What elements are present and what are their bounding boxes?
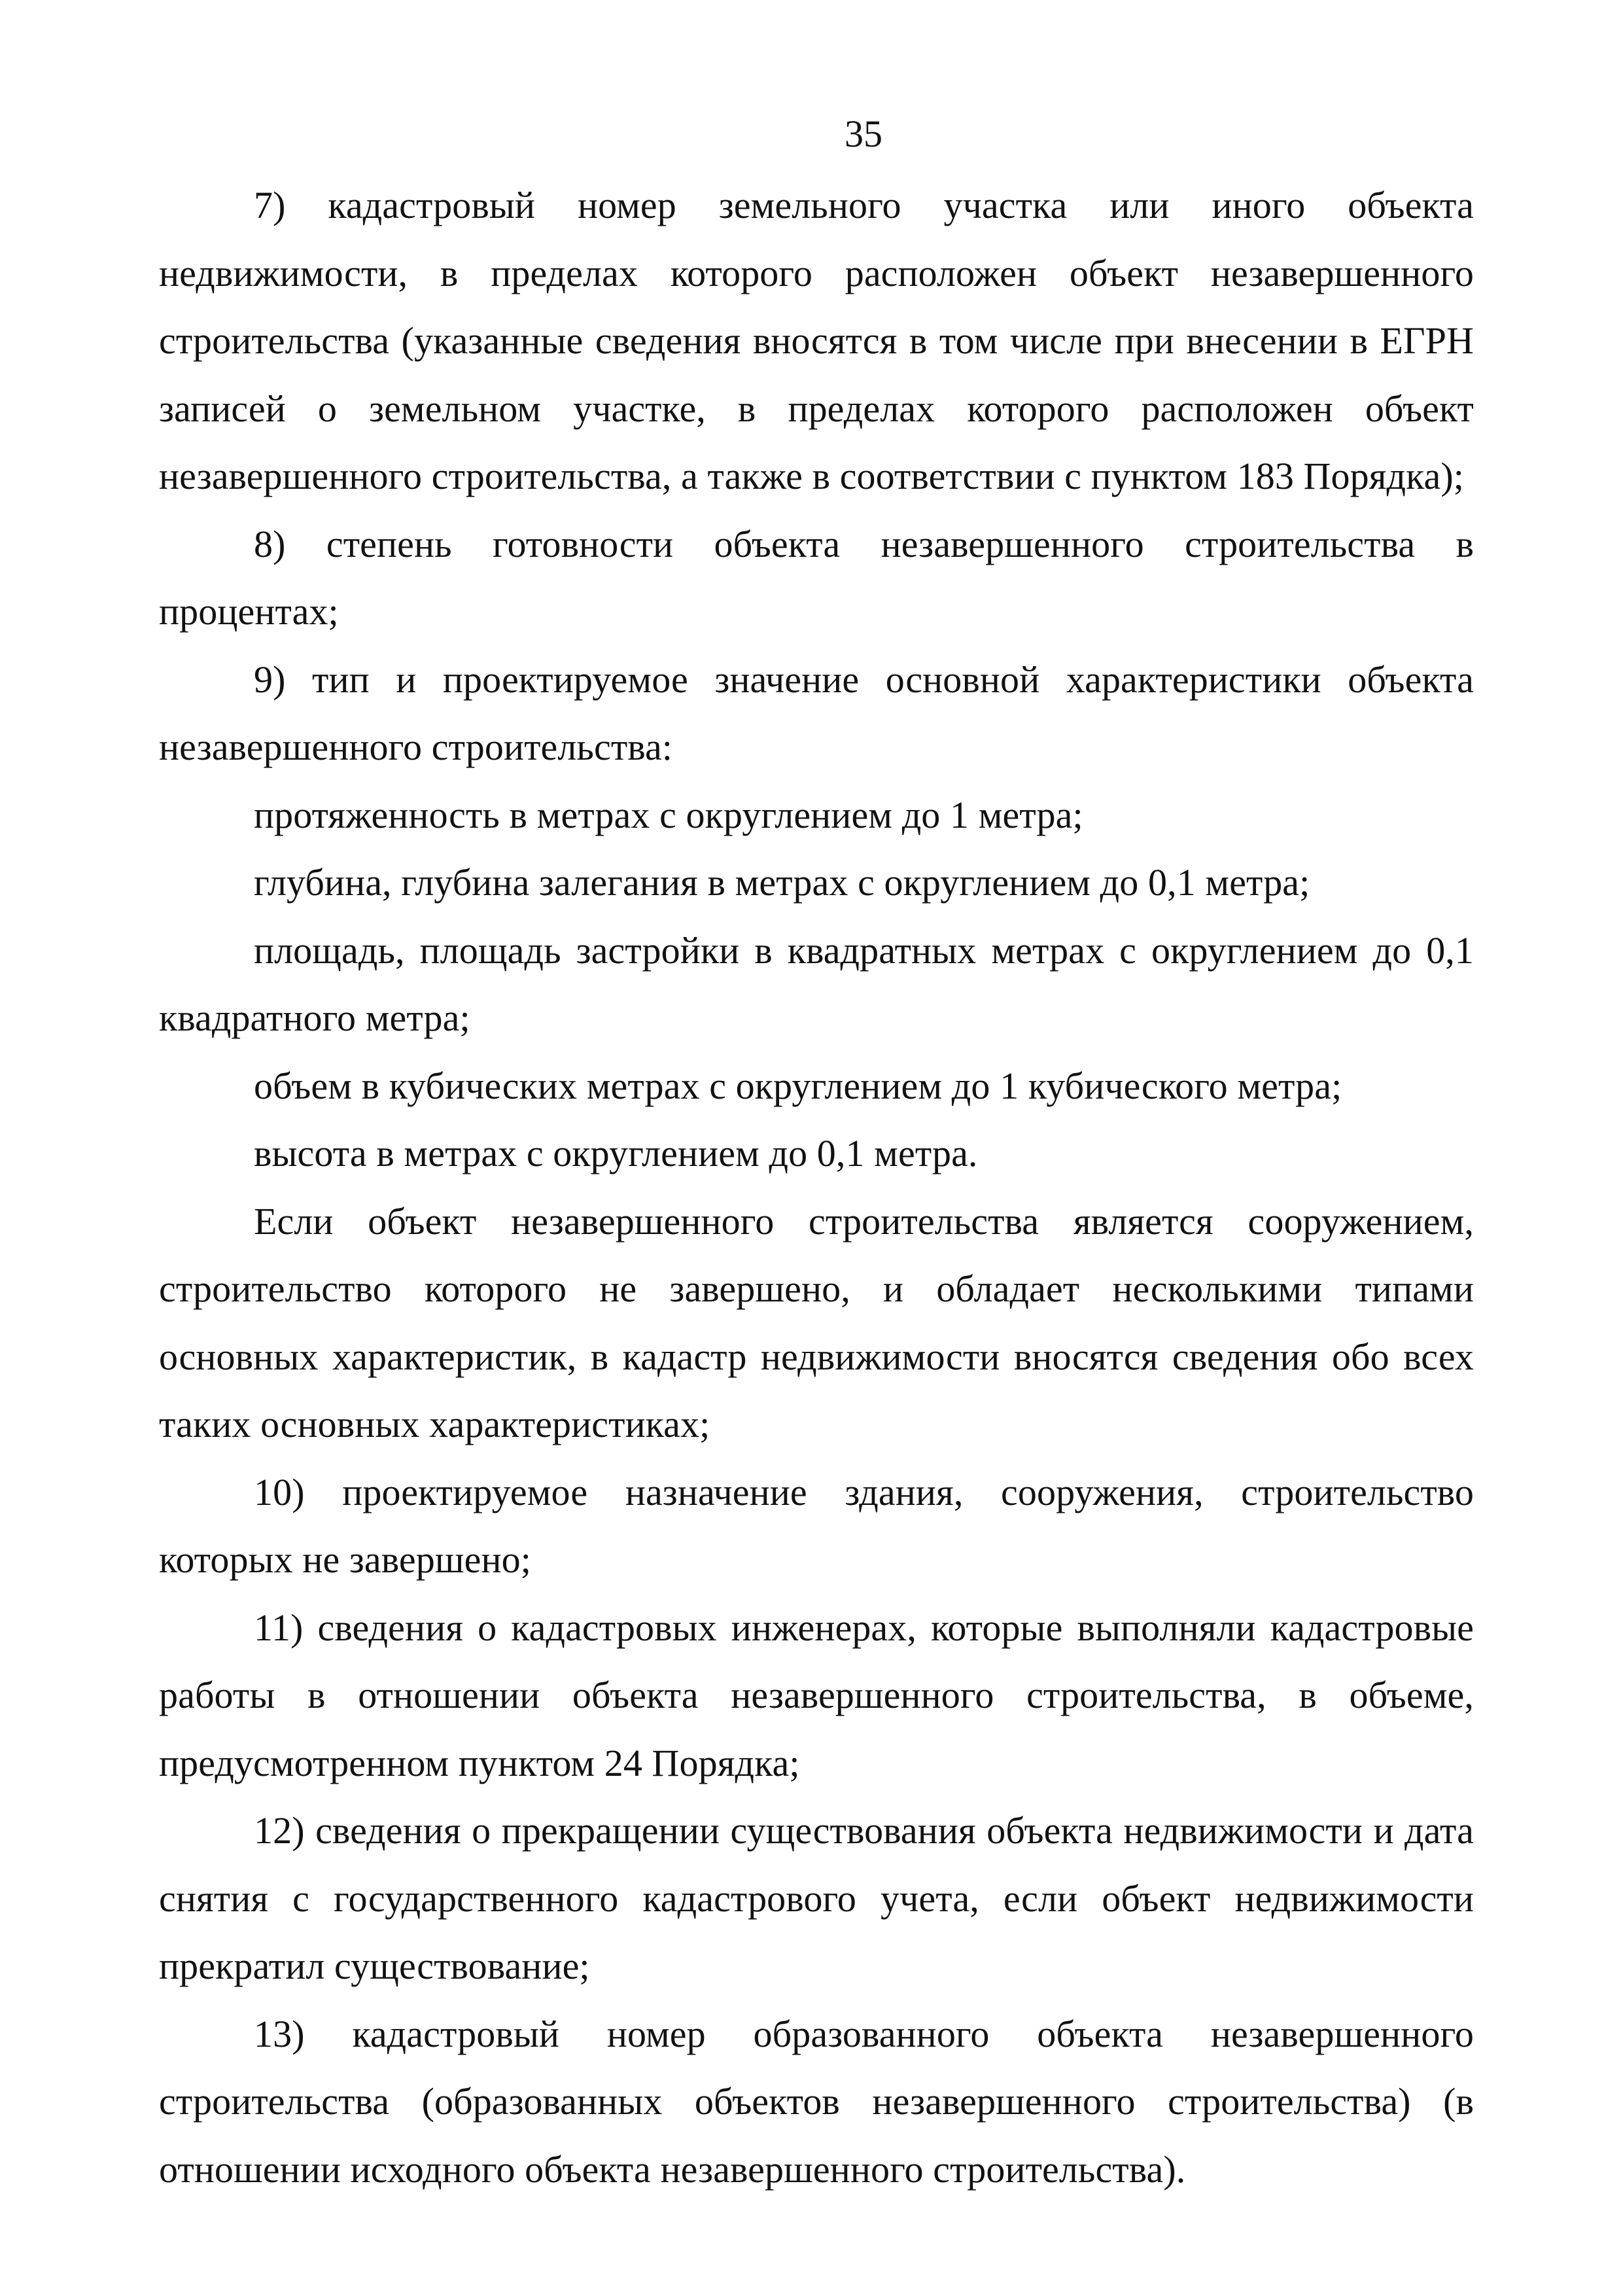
paragraph-area: площадь, площадь застройки в квадратных метрах с округлением до 0,1 квадратного метра;: [159, 928, 1474, 1039]
paragraph-item-8: 8) степень готовности объекта незавершенного строительства в процентах;: [159, 522, 1474, 633]
document-body: [159, 171, 1474, 2203]
paragraph-item-11: 11) сведения о кадастровых инженерах, которые выполняли кадастровые работы в отношении объекта незавершенного строительства, в объеме, предусмотренном пунктом 24 Порядка;: [159, 1606, 1474, 1784]
paragraph-item-10: 10) проектируемое назначение здания, сооружения, строительство которых не завершено;: [159, 1470, 1474, 1581]
paragraph-multiple-characteristics: Если объект незавершенного строительства является сооружением, строительство которого не завершено, и обладает несколькими типами основных характеристик, в кадастр недвижимости вносятся сведения обо всех таких основных характеристиках;: [159, 1199, 1474, 1445]
paragraph-volume: объем в кубических метрах с округлением до 1 кубического метра;: [254, 1064, 1342, 1107]
page-number: 35: [845, 113, 882, 155]
paragraph-item-9: 9) тип и проектируемое значение основной характеристики объекта незавершенного строительства:: [159, 658, 1474, 768]
paragraph-length: протяженность в метрах с округлением до 1 метра;: [254, 793, 1083, 836]
paragraph-height: высота в метрах с округлением до 0,1 метра.: [254, 1132, 978, 1174]
paragraph-item-12: 12) сведения о прекращении существования объекта недвижимости и дата снятия с государственного кадастрового учета, если объект недвижимости прекратил существование;: [159, 1809, 1474, 1987]
paragraph-item-13: 13) кадастровый номер образованного объекта незавершенного строительства (образованных объектов незавершенного строительства) (в отношении исходного объекта незавершенного строительства).: [159, 2012, 1474, 2191]
paragraph-item-7: 7) кадастровый номер земельного участка или иного объекта недвижимости, в пределах которого расположен объект незавершенного строительства (указанные сведения вносятся в том числе при внесении в ЕГРН записей о земельном участке, в пределах которого расположен объект незавершенного строительства, а также в соответствии с пунктом 183 Порядка);: [159, 184, 1474, 497]
paragraph-depth: глубина, глубина залегания в метрах с округлением до 0,1 метра;: [254, 861, 1310, 904]
